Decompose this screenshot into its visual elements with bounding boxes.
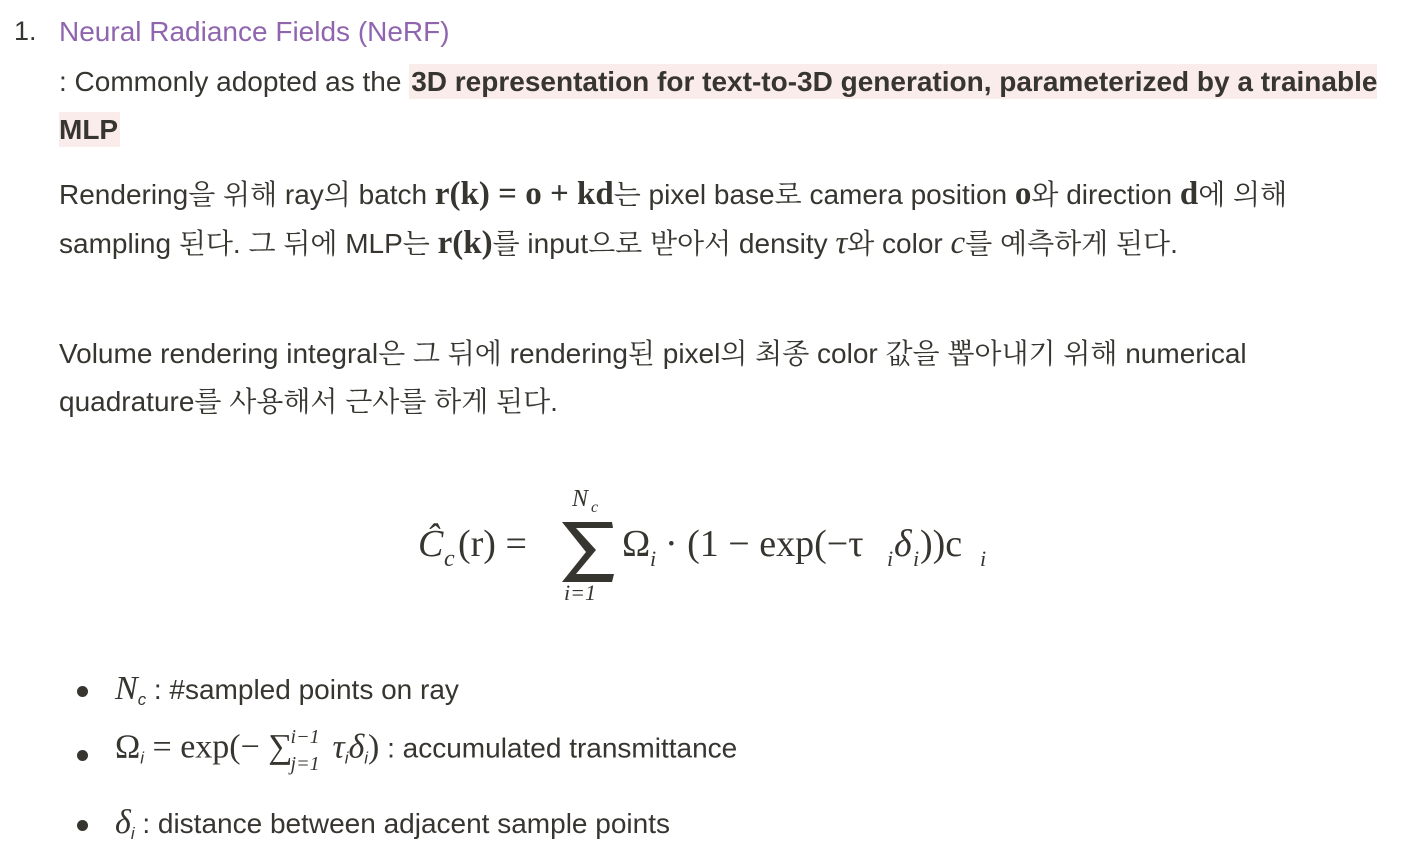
equation-svg — [410, 470, 1010, 620]
bullet-sum-top: i−1 — [290, 726, 320, 748]
svg-text:i: i — [887, 546, 894, 571]
svg-text:i: i — [980, 546, 987, 571]
bullet-sum-limits — [289, 726, 333, 775]
bullet-math: δ — [115, 804, 131, 841]
bullet-text: : distance between adjacent sample points — [134, 808, 670, 839]
para2-text: Volume rendering integral은 그 뒤에 rendering된 pixel의 최종 color 값을 뽑아내기 위해 numerical quadrature를 사용해서 근사를 하게 된다. — [59, 338, 1247, 417]
para1-text-2: 는 pixel base로 camera position — [613, 179, 1015, 210]
math-density: τ — [835, 225, 848, 261]
para1-text-1: Rendering을 위해 ray의 batch — [59, 179, 435, 210]
bullet-math-sub: i — [140, 748, 145, 768]
math-ray: r(k) — [437, 225, 493, 261]
math-direction: d — [1179, 176, 1199, 212]
eq-sum-upper-sub: c — [591, 499, 599, 516]
item-title: Neural Radiance Fields (NeRF) — [59, 16, 450, 47]
volume-rendering-paragraph — [59, 330, 1299, 426]
math-ray-batch: r(k) = o + kd — [434, 176, 614, 212]
bullet-math-rest: = exp(− ∑ — [144, 728, 293, 766]
eq-sum-lower: i=1 — [564, 580, 596, 605]
para1-text-4: 에 의해 sampling 된다. 그 뒤에 MLP는 — [59, 179, 1288, 259]
para1-text-6: 와 color — [847, 228, 951, 259]
eq-tail: ))c — [920, 523, 963, 565]
para1-text-5: 를 input으로 받아서 density — [492, 228, 836, 259]
eq-body-rest: · (1 − exp(−τ — [665, 523, 864, 565]
eq-lhs-symbol: Ĉ — [418, 523, 444, 565]
list-number: 1. — [14, 16, 37, 46]
bullet-math-sub: c — [137, 689, 147, 709]
eq-delta: δ — [894, 523, 912, 565]
bullet-math-sub: i — [130, 823, 135, 843]
para1-text-7: 를 예측하게 된다. — [965, 228, 1178, 259]
bullet-icon — [77, 820, 88, 831]
eq-lhs-sub: c — [444, 546, 455, 572]
rendering-paragraph — [59, 170, 1399, 268]
list-item: $\Omega_i = \exp(-$ ∑ i−1 j=1 $\tau_i\delta_i$) : accumulated transmittance — [0, 726, 1422, 782]
math-color: c — [950, 225, 966, 261]
bullet-icon — [77, 686, 88, 697]
bullet-math-delta: δ — [348, 728, 365, 766]
bullet-math: Ω — [115, 728, 141, 766]
list-item — [0, 660, 1422, 716]
summation-icon — [562, 522, 614, 582]
intro-paragraph — [59, 58, 1399, 154]
svg-text:i: i — [650, 546, 657, 571]
math-origin: o — [1014, 176, 1032, 212]
bullet-sum-bottom: j=1 — [290, 753, 320, 775]
bullet-math: N — [115, 670, 138, 707]
eq-lhs-arg: (r) = — [458, 523, 527, 565]
intro-prefix: : Commonly adopted as the — [59, 66, 410, 97]
bullet-icon — [77, 750, 88, 761]
list-item — [0, 794, 1422, 850]
bullet-text: : #sampled points on ray — [146, 674, 459, 705]
volume-rendering-equation — [0, 470, 1422, 620]
para1-text-3: 와 direction — [1031, 179, 1180, 210]
bullet-math-tau: τ — [332, 728, 345, 766]
bullet-text: : accumulated transmittance — [379, 732, 738, 764]
svg-text:i: i — [913, 546, 920, 571]
eq-sum-upper: N — [572, 486, 589, 512]
eq-body-omega: Ω — [622, 523, 651, 565]
intro-highlight: 3D representation for text-to-3D generation, parameterized by a trainable MLP — [59, 66, 1378, 145]
